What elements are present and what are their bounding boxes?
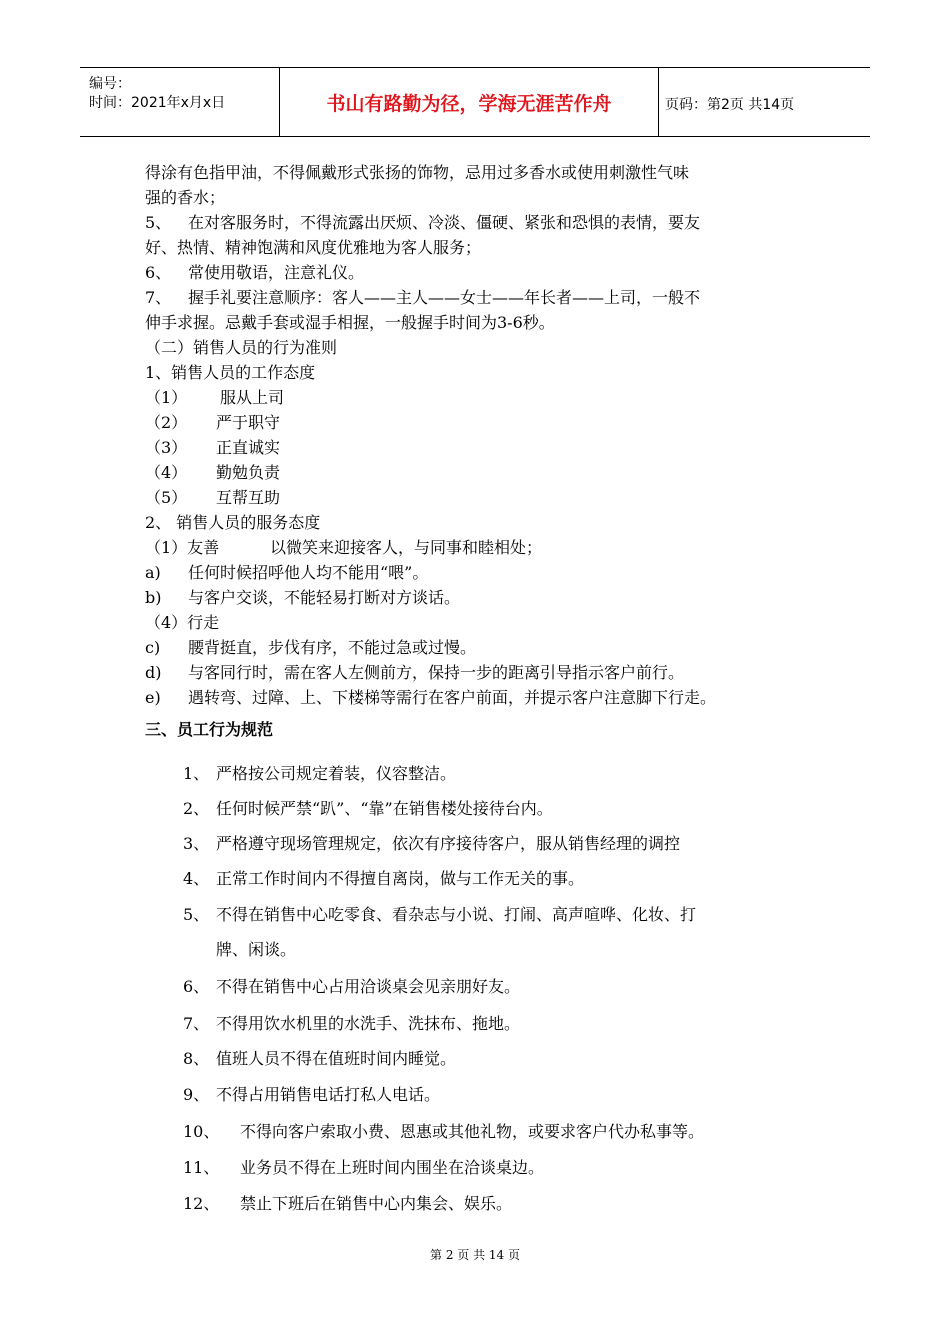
list-item: 勤勉负责 [216, 463, 281, 482]
subsection-heading: （4）行走 [145, 613, 220, 632]
list-item: 值班人员不得在值班时间内睡觉。 [216, 1049, 457, 1068]
list-number: 4、 [183, 869, 210, 888]
list-number: d) [145, 663, 162, 682]
list-number: 3、 [183, 834, 210, 853]
header-motto: 书山有路勤为径，学海无涯苦作舟 [279, 68, 659, 136]
paragraph-line: 在对客服务时，不得流露出厌烦、冷淡、僵硬、紧张和恐惧的表情，要友 [188, 213, 701, 232]
list-number: （4） [145, 463, 188, 482]
paragraph-line: 常使用敬语，注意礼仪。 [188, 263, 365, 282]
list-item: 不得在销售中心吃零食、看杂志与小说、打闹、高声喧哗、化妆、打 [216, 905, 697, 924]
list-item: 业务员不得在上班时间内围坐在洽谈桌边。 [240, 1158, 545, 1177]
list-item: 正常工作时间内不得擅自离岗，做与工作无关的事。 [216, 869, 585, 888]
list-number: 8、 [183, 1049, 210, 1068]
section-heading: 三、员工行为规范 [145, 720, 274, 739]
list-item: 严格按公司规定着装，仪容整洁。 [216, 764, 457, 783]
list-item: 不得占用销售电话打私人电话。 [216, 1085, 441, 1104]
list-item: 不得在销售中心占用洽谈桌会见亲朋好友。 [216, 977, 521, 996]
paragraph-line: 得涂有色指甲油，不得佩戴形式张扬的饰物，忌用过多香水或使用刺激性气味 [145, 163, 690, 182]
list-item: 禁止下班后在销售中心内集会、娱乐。 [240, 1194, 513, 1213]
list-number: （1） [145, 388, 188, 407]
list-number: 12、 [183, 1194, 220, 1213]
list-item: 任何时候招呼他人均不能用“喂”。 [188, 563, 429, 582]
list-number: c) [145, 638, 161, 657]
list-item: 与客同行时，需在客人左侧前方，保持一步的距离引导指示客户前行。 [188, 663, 685, 682]
list-item: 腰背挺直，步伐有序，不能过急或过慢。 [188, 638, 477, 657]
list-item: 严格遵守现场管理规定，依次有序接待客户，服从销售经理的调控 [216, 834, 681, 853]
list-item: 不得向客户索取小费、恩惠或其他礼物，或要求客户代办私事等。 [240, 1122, 705, 1141]
paragraph-line: 强的香水； [145, 188, 226, 207]
subsection-heading: （二）销售人员的行为准则 [145, 338, 338, 357]
list-item: 与客户交谈，不能轻易打断对方谈话。 [188, 588, 461, 607]
list-number: 6、 [145, 263, 172, 282]
list-number: 5、 [145, 213, 172, 232]
list-number: b) [145, 588, 162, 607]
paragraph-line: 伸手求握。忌戴手套或湿手相握，一般握手时间为3-6秒。 [145, 313, 555, 332]
list-item: 互帮互助 [216, 488, 281, 507]
list-item: 任何时候严禁“趴”、“靠”在销售楼处接待台内。 [216, 799, 553, 818]
paragraph-line: 好、热情、精神饱满和风度优雅地为客人服务； [145, 238, 482, 257]
list-number: 7、 [183, 1014, 210, 1033]
list-item: 正直诚实 [216, 438, 281, 457]
header-page-info: 页码：第2页 共14页 [665, 97, 795, 113]
subsection-heading: 2、 销售人员的服务态度 [145, 513, 321, 532]
list-item: 严于职守 [216, 413, 281, 432]
list-item: 遇转弯、过障、上、下楼梯等需行在客户前面，并提示客户注意脚下行走。 [188, 688, 717, 707]
paragraph-line: 握手礼要注意顺序：客人——主人——女士——年长者——上司，一般不 [188, 288, 701, 307]
list-item: 不得用饮水机里的水洗手、洗抹布、拖地。 [216, 1014, 521, 1033]
document-number-label: 编号： [89, 76, 131, 92]
list-number: 5、 [183, 905, 210, 924]
list-item: 牌、闲谈。 [216, 940, 297, 959]
list-number: a) [145, 563, 161, 582]
subsection-heading: 1、销售人员的工作态度 [145, 363, 316, 382]
list-number: 1、 [183, 764, 210, 783]
list-number: 6、 [183, 977, 210, 996]
list-number: e) [145, 688, 161, 707]
list-number: 2、 [183, 799, 210, 818]
list-number: （2） [145, 413, 188, 432]
page-footer: 第 2 页 共 14 页 [430, 1248, 520, 1262]
header-meta-cell [80, 68, 279, 136]
list-item: 服从上司 [220, 388, 285, 407]
list-number: 10、 [183, 1122, 220, 1141]
list-number: 11、 [183, 1158, 220, 1177]
list-number: （1）友善 [145, 538, 220, 557]
list-number: （3） [145, 438, 188, 457]
list-item: 以微笑来迎接客人，与同事和睦相处； [270, 538, 543, 557]
page-header [80, 67, 870, 137]
list-number: 9、 [183, 1085, 210, 1104]
list-number: （5） [145, 488, 188, 507]
document-date-label: 时间：2021年x月x日 [89, 95, 226, 111]
list-number: 7、 [145, 288, 172, 307]
